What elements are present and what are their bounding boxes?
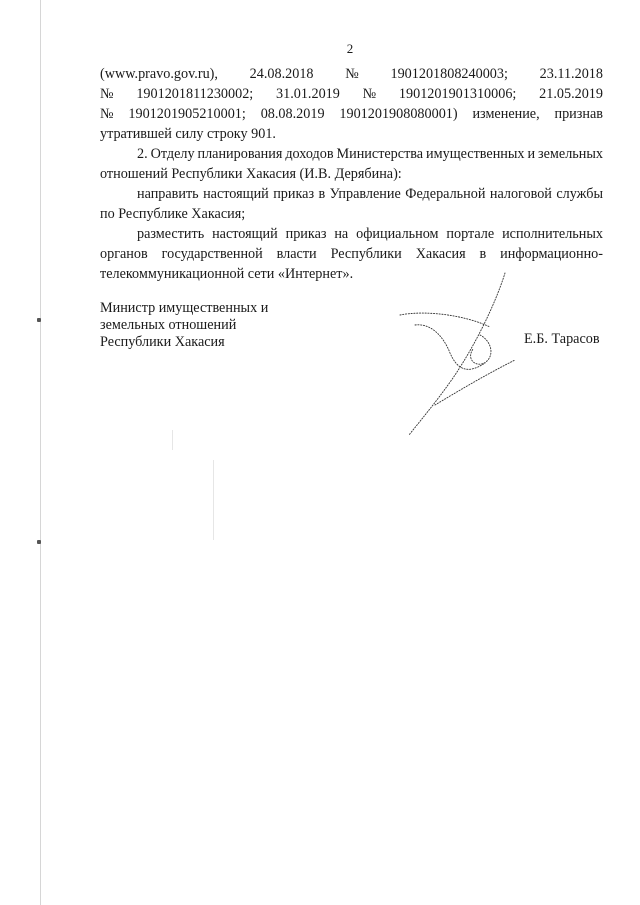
word: (www.pravo.gov.ru), bbox=[100, 66, 218, 82]
word: 2. bbox=[137, 146, 148, 162]
signature-position-line-3: Республики Хакасия bbox=[100, 334, 225, 350]
page-number: 2 bbox=[346, 41, 354, 56]
paragraph-2-line-2: отношений Республики Хакасия (И.В. Дерябина): bbox=[100, 166, 402, 182]
word: 1901201908080001) bbox=[339, 106, 458, 122]
word: 1901201808240003; bbox=[390, 66, 508, 82]
body-line-2 bbox=[100, 84, 603, 104]
word: № bbox=[100, 86, 114, 102]
word: государственной bbox=[161, 246, 263, 262]
word: информационно- bbox=[500, 246, 603, 262]
word: 21.05.2019 bbox=[539, 86, 603, 102]
word: имущественных bbox=[426, 146, 525, 162]
word: настоящий bbox=[203, 186, 269, 202]
word: приказ bbox=[285, 226, 327, 242]
word: № bbox=[362, 86, 377, 102]
word: Хакасия bbox=[415, 246, 466, 262]
signature-position-line-1: Министр имущественных и bbox=[100, 300, 269, 316]
signer-name: Е.Б. Тарасов bbox=[524, 331, 600, 347]
word: службы bbox=[556, 186, 603, 202]
word: 24.08.2018 bbox=[249, 66, 314, 82]
instruction-1-line-2: по Республике Хакасия; bbox=[100, 206, 246, 222]
word: налоговой bbox=[489, 186, 552, 202]
word: Отделу bbox=[150, 146, 195, 162]
word: исполнительных bbox=[502, 226, 603, 242]
instruction-2-line-2 bbox=[100, 244, 603, 264]
word: 1901201901310006; bbox=[398, 86, 517, 102]
word: изменение, bbox=[472, 106, 540, 122]
scan-artifact bbox=[172, 430, 173, 450]
word: органов bbox=[100, 246, 148, 262]
instruction-2-line-3: телекоммуникационной сети «Интернет». bbox=[100, 266, 354, 282]
word: разместить bbox=[137, 226, 205, 242]
word: земельных bbox=[538, 146, 603, 162]
paragraph-2-line-1 bbox=[137, 144, 603, 164]
word: портале bbox=[446, 226, 495, 242]
body-line-1 bbox=[100, 64, 603, 84]
word: Министерства bbox=[336, 146, 424, 162]
scan-artifact bbox=[213, 460, 214, 540]
word: в bbox=[318, 186, 326, 202]
word: доходов bbox=[285, 146, 334, 162]
body-line-4: утратившей силу строку 901. bbox=[100, 126, 276, 142]
body-line-3 bbox=[100, 104, 603, 124]
word: власти bbox=[276, 246, 317, 262]
word: Федеральной bbox=[405, 186, 486, 202]
handwritten-signature bbox=[395, 265, 525, 440]
signature-position-line-2: земельных отношений bbox=[100, 317, 237, 333]
word: направить bbox=[137, 186, 199, 202]
word: 1901201905210001; bbox=[128, 106, 246, 122]
word: приказ bbox=[273, 186, 315, 202]
word: в bbox=[479, 246, 487, 262]
word: официальном bbox=[356, 226, 439, 242]
word: № bbox=[100, 106, 114, 122]
word: Республики bbox=[330, 246, 402, 262]
scan-edge-mark bbox=[37, 540, 41, 544]
instruction-2-line-1 bbox=[137, 224, 603, 244]
word: и bbox=[527, 146, 536, 162]
word: 1901201811230002; bbox=[136, 86, 254, 102]
word: 08.08.2019 bbox=[260, 106, 325, 122]
instruction-1-line-1 bbox=[137, 184, 603, 204]
scan-edge-line bbox=[40, 0, 41, 905]
scan-edge-mark bbox=[37, 318, 41, 322]
word: № bbox=[345, 66, 359, 82]
word: Управление bbox=[329, 186, 401, 202]
word: планирования bbox=[197, 146, 283, 162]
word: на bbox=[334, 226, 349, 242]
word: настоящий bbox=[212, 226, 278, 242]
word: 31.01.2019 bbox=[276, 86, 340, 102]
word: 23.11.2018 bbox=[539, 66, 603, 82]
word: признав bbox=[554, 106, 603, 122]
